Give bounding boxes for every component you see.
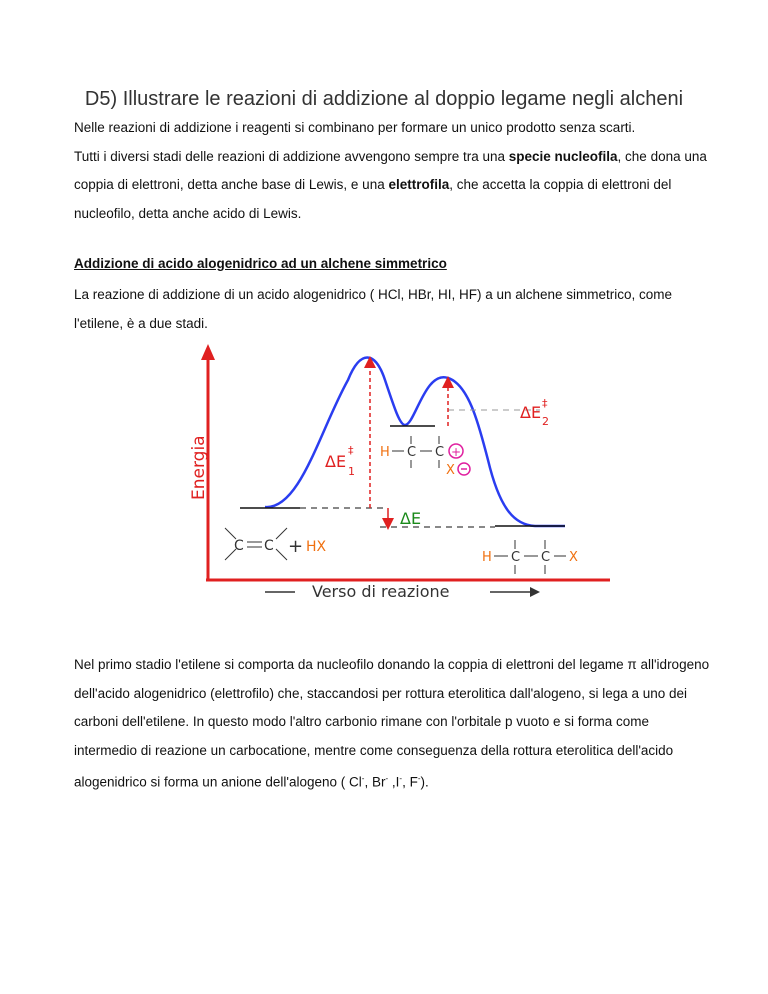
section-heading: Addizione di acido alogenidrico ad un alchene simmetrico <box>74 256 447 271</box>
intermediate-c1: C <box>407 445 417 460</box>
reactant-c1: C <box>234 538 244 554</box>
conclusion-text-4: , F <box>402 774 418 790</box>
bold-term-electrophile: elettrofila <box>388 177 450 192</box>
bond <box>276 528 287 539</box>
y-axis-arrow <box>201 344 215 360</box>
de2-sup: ‡ <box>542 397 548 410</box>
de2-sub: 2 <box>542 415 549 428</box>
conclusion-text-2: , Br <box>364 774 386 790</box>
section-paragraph: La reazione di addizione di un acido alogenidrico ( HCl, HBr, HI, HF) a un alchene simmetrico, come l'etilene, è a due stadi. <box>74 287 673 331</box>
intro-text-b: , che dona una coppia di elettroni, detta anche base di Lewis, e una <box>74 148 707 192</box>
conclusion-text-5: ). <box>420 774 429 790</box>
intro-text-a: Tutti i diversi stadi delle reazioni di addizione avvengono sempre tra una <box>74 148 509 164</box>
product-c1: C <box>511 550 521 565</box>
de1-label: ΔE <box>325 452 347 471</box>
reactant-c2: C <box>264 538 274 554</box>
de1-sub: 1 <box>348 465 355 478</box>
intro-sentence-1: Nelle reazioni di addizione i reagenti si combinano per formare un unico prodotto senza scarti. <box>74 120 636 135</box>
bond <box>276 549 287 560</box>
charge-sup: - <box>399 774 403 783</box>
charge-sup: - <box>417 774 421 783</box>
product-c2: C <box>541 550 551 565</box>
x-label-arrow-head <box>530 587 540 597</box>
de1-sup: ‡ <box>348 444 354 457</box>
intro-text-c: , che accetta la coppia di elettroni del nucleofilo, detta anche acido di Lewis. <box>74 177 672 221</box>
minus-ion-x: X <box>446 463 455 478</box>
plus-charge-sign: + <box>451 445 462 459</box>
energy-curve <box>265 358 565 527</box>
conclusion-paragraph <box>74 651 714 797</box>
de-label: ΔE <box>400 509 422 528</box>
conclusion-text-3: ,I <box>388 774 400 790</box>
energy-diagram <box>170 340 620 605</box>
conclusion-text: Nel primo stadio l'etilene si comporta da nucleofilo donando la coppia di elettroni del legame π all'idrogeno dell'acido alogenidrico (elettrofilo) che, staccandosi per rottura eterolitica dall'alogeno, si lega a uno dei carboni dell'etilene. In questo modo l'altro carbonio rimane con l'orbitale p vuoto e si forma come intermedio di reazione un carbocatione, mentre come conseguenza della rottura eterolitica dell'acido alogenidrico si forma un anione dell'alogeno ( Cl <box>74 657 710 790</box>
charge-sup: - <box>385 774 389 783</box>
page-title: D5) Illustrare le reazioni di addizione al doppio legame negli alcheni <box>84 88 684 110</box>
y-axis-label: Energia <box>189 435 209 500</box>
intro-paragraph <box>74 114 714 228</box>
product-x: X <box>569 550 578 565</box>
intermediate-c2: C <box>435 445 445 460</box>
reactant-hx: HX <box>306 539 327 555</box>
charge-sup: - <box>361 774 365 783</box>
intermediate-h: H <box>380 445 390 460</box>
bold-term-nucleophile: specie nucleofila <box>508 148 618 164</box>
de2-label: ΔE <box>520 403 542 422</box>
energy-diagram-svg <box>170 340 620 605</box>
reactant-plus: + <box>288 536 304 557</box>
product-h: H <box>482 550 492 565</box>
x-axis-label: Verso di reazione <box>312 582 450 601</box>
